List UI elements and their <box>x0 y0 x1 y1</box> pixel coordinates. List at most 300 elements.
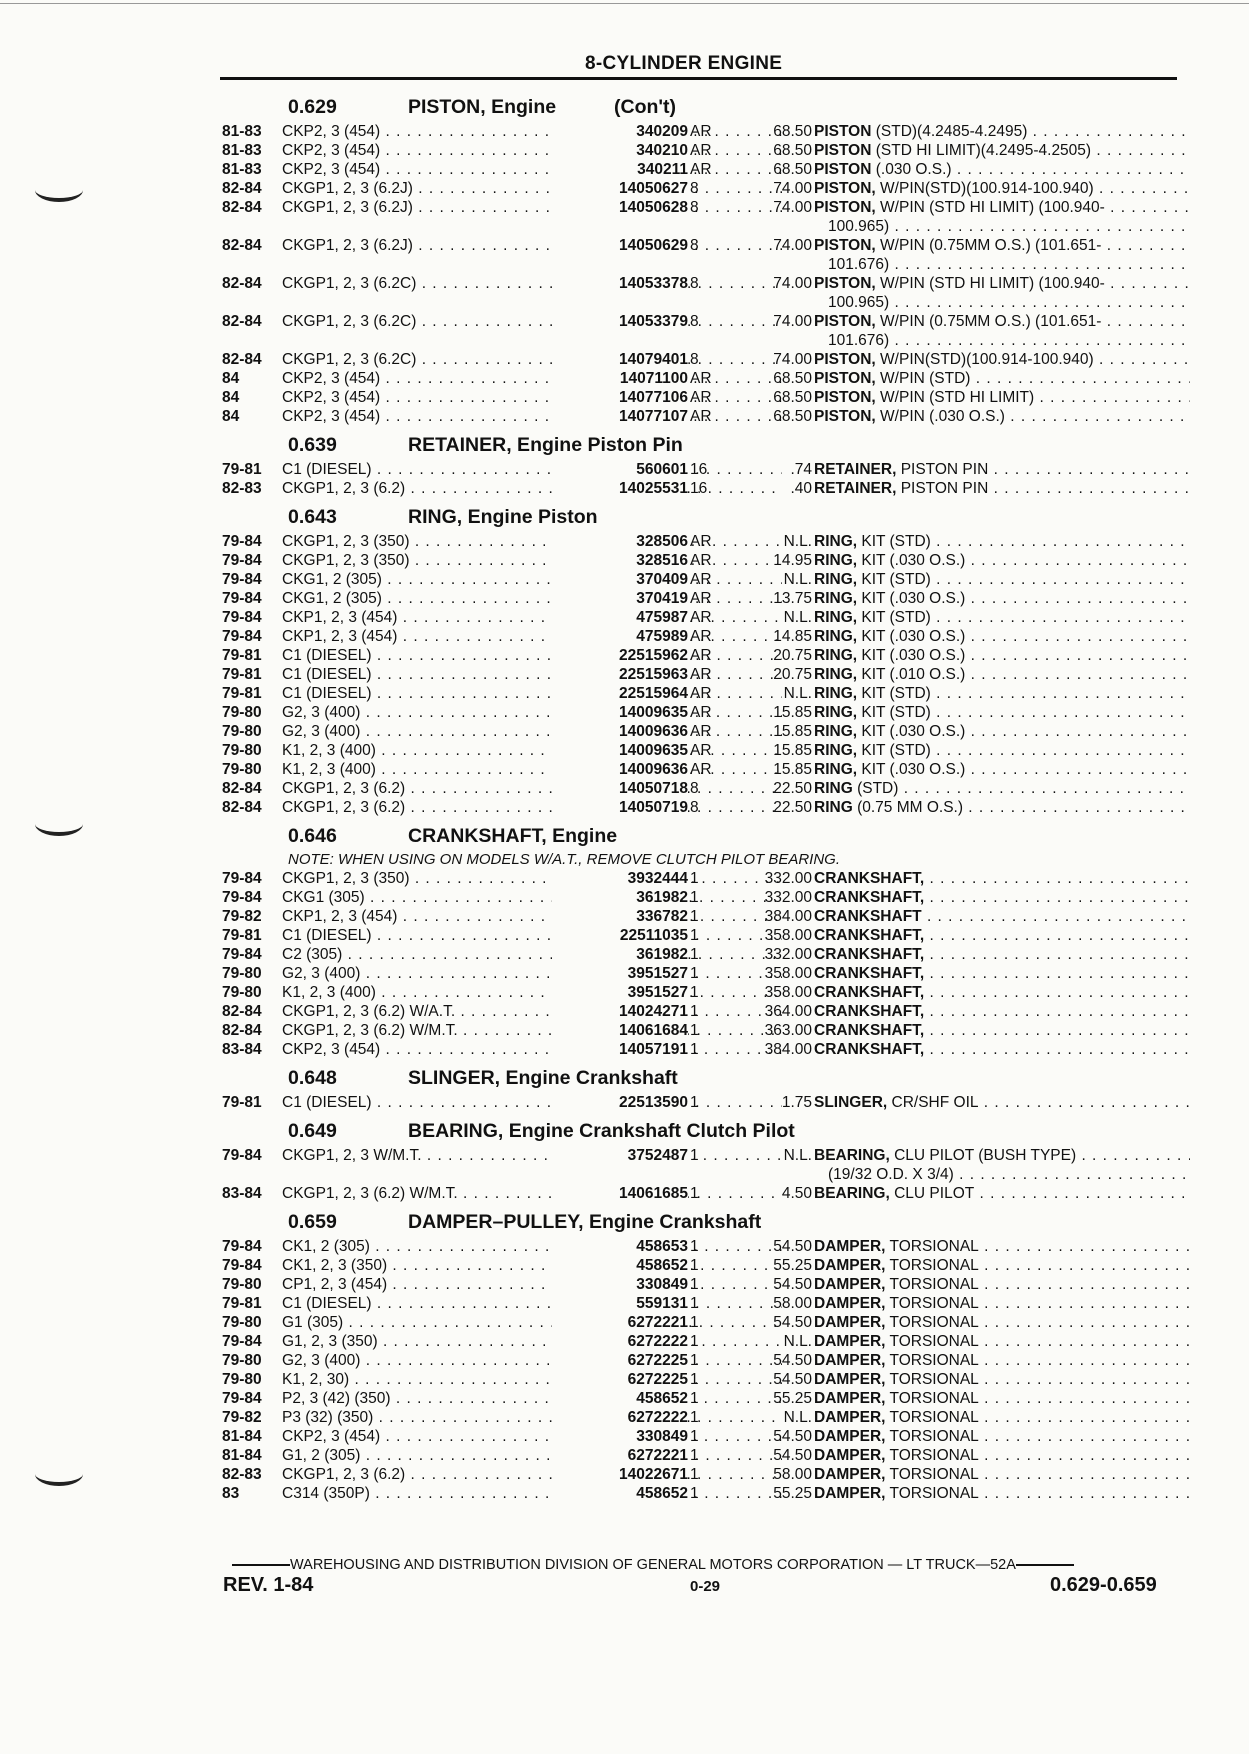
model-years: 84 <box>222 408 240 425</box>
part-description <box>814 551 1190 570</box>
model-applicability: CKGP1, 2, 3 (6.2C) . . . <box>282 312 782 331</box>
description-line <box>814 1184 1190 1203</box>
part-row <box>222 274 1182 312</box>
part-row <box>222 1370 1182 1389</box>
quantity: 1 <box>690 1295 699 1312</box>
part-name: PISTON, <box>814 237 876 254</box>
description-line <box>814 1427 1190 1446</box>
section-code: 0.629 <box>288 96 337 118</box>
part-row <box>222 122 1182 141</box>
model-years: 79-84 <box>222 1333 262 1350</box>
quantity: AR <box>690 533 712 550</box>
page-number: 0-29 <box>690 1578 721 1595</box>
part-name: RING, <box>814 590 858 607</box>
model-years: 79-81 <box>222 1094 262 1111</box>
part-description <box>814 964 1190 983</box>
part-detail: KIT (STD) <box>861 571 931 588</box>
part-name: RING, <box>814 571 858 588</box>
list-price: 74.00 <box>773 199 812 216</box>
part-row <box>222 1275 1182 1294</box>
part-name: RING, <box>814 533 858 550</box>
part-description <box>814 1294 1190 1313</box>
model-years: 79-81 <box>222 666 262 683</box>
model-applicability: CKG1, 2 (305) . . . <box>282 570 782 589</box>
description-line <box>814 665 1190 684</box>
part-name: RING, <box>814 761 858 778</box>
part-row <box>222 964 1182 983</box>
model-years: 79-81 <box>222 1295 262 1312</box>
section-title: CRANKSHAFT, Engine <box>408 825 618 847</box>
model-years: 82-83 <box>222 1466 262 1483</box>
model-applicability: C2 (305) . . . <box>282 945 782 964</box>
part-number: 370409 <box>552 570 688 589</box>
description-line <box>814 703 1190 722</box>
quantity: 1 <box>690 1041 699 1058</box>
part-row <box>222 312 1182 350</box>
part-name: DAMPER, <box>814 1409 886 1426</box>
part-row <box>222 1465 1182 1484</box>
part-number: 14009636 <box>552 722 688 741</box>
list-price: 55.25 <box>773 1390 812 1407</box>
part-number: 22515962 <box>552 646 688 665</box>
part-detail: W/PIN(STD)(100.914-100.940) <box>880 180 1094 197</box>
part-row <box>222 350 1182 369</box>
part-number: 458652 <box>552 1256 688 1275</box>
part-detail: (.030 O.S.) <box>875 161 952 178</box>
quantity: 1 <box>690 1409 699 1426</box>
part-description <box>814 983 1190 1002</box>
model-years: 82-84 <box>222 1022 262 1039</box>
section-heading <box>222 94 1182 122</box>
description-line <box>814 1146 1190 1165</box>
quantity: AR <box>690 571 712 588</box>
description-line <box>814 1370 1190 1389</box>
part-detail: TORSIONAL <box>889 1390 979 1407</box>
list-price: 332.00 <box>764 889 812 906</box>
parts-catalog-listing <box>222 94 1182 1509</box>
list-price: 363.00 <box>764 1022 812 1039</box>
model-years: 79-84 <box>222 533 262 550</box>
part-detail: TORSIONAL <box>889 1428 979 1445</box>
part-description <box>814 312 1190 350</box>
model-years: 79-84 <box>222 571 262 588</box>
model-years: 84 <box>222 370 240 387</box>
description-line <box>814 869 1190 888</box>
list-price: 58.00 <box>773 1295 812 1312</box>
part-name: CRANKSHAFT, <box>814 870 925 887</box>
quantity: 8 <box>690 199 699 216</box>
part-detail: (STD HI LIMIT)(4.2495-4.2505) <box>875 142 1092 159</box>
part-detail: TORSIONAL <box>889 1466 979 1483</box>
model-years: 79-84 <box>222 590 262 607</box>
quantity: AR <box>690 761 712 778</box>
list-price: 13.75 <box>773 590 812 607</box>
description-line <box>814 907 1190 926</box>
quantity: AR <box>690 723 712 740</box>
part-name: DAMPER, <box>814 1333 886 1350</box>
part-name: PISTON <box>814 142 872 159</box>
part-name: DAMPER, <box>814 1295 886 1312</box>
part-description <box>814 1146 1190 1184</box>
part-name: PISTON, <box>814 389 876 406</box>
part-description <box>814 703 1190 722</box>
model-years: 79-82 <box>222 1409 262 1426</box>
part-row <box>222 627 1182 646</box>
part-number: 3752487 <box>552 1146 688 1165</box>
part-row <box>222 551 1182 570</box>
part-name: BEARING, <box>814 1147 890 1164</box>
part-detail: TORSIONAL <box>889 1485 979 1502</box>
part-number: 14022671 <box>552 1465 688 1484</box>
binder-hole-mark <box>35 178 83 202</box>
model-applicability: CKGP1, 2, 3 (6.2) . . . <box>282 798 782 817</box>
list-price: 15.85 <box>773 704 812 721</box>
part-description <box>814 888 1190 907</box>
part-description <box>814 741 1190 760</box>
quantity: 8 <box>690 237 699 254</box>
part-name: RING, <box>814 723 858 740</box>
part-row <box>222 532 1182 551</box>
list-price: 14.95 <box>773 552 812 569</box>
description-line <box>814 479 1190 498</box>
part-row <box>222 1332 1182 1351</box>
quantity: AR <box>690 389 712 406</box>
part-name: DAMPER, <box>814 1257 886 1274</box>
part-number: 340211 <box>552 160 688 179</box>
quantity: 16 <box>690 461 708 478</box>
part-name: CRANKSHAFT, <box>814 1022 925 1039</box>
list-price: 15.85 <box>773 723 812 740</box>
part-row <box>222 1256 1182 1275</box>
part-description <box>814 532 1190 551</box>
part-detail: KIT (STD) <box>861 609 931 626</box>
section-heading <box>222 1209 1182 1237</box>
part-description <box>814 1465 1190 1484</box>
quantity: 8 <box>690 780 699 797</box>
list-price: 54.50 <box>773 1276 812 1293</box>
part-detail: KIT (STD) <box>861 685 931 702</box>
part-number: 14053379 <box>552 312 688 331</box>
model-years: 79-82 <box>222 908 262 925</box>
section-heading <box>222 1118 1182 1146</box>
part-number: 475989 <box>552 627 688 646</box>
description-line <box>814 1484 1190 1503</box>
model-applicability: K1, 2, 3 (400) . . . <box>282 741 782 760</box>
part-number: 14025531 <box>552 479 688 498</box>
model-years: 79-84 <box>222 946 262 963</box>
part-number: 14053378 <box>552 274 688 293</box>
list-price: 74.00 <box>773 275 812 292</box>
part-number: 6272221 <box>552 1313 688 1332</box>
quantity: 1 <box>690 1428 699 1445</box>
part-number: 14057191 <box>552 1040 688 1059</box>
quantity: AR <box>690 142 712 159</box>
list-price: N.L. <box>783 1333 812 1350</box>
model-applicability: C1 (DIESEL) . . . <box>282 665 782 684</box>
description-line <box>814 1237 1190 1256</box>
part-description <box>814 1256 1190 1275</box>
part-detail: TORSIONAL <box>889 1371 979 1388</box>
part-name: CRANKSHAFT, <box>814 984 925 1001</box>
list-price: 74.00 <box>773 351 812 368</box>
description-line <box>814 888 1190 907</box>
description-line <box>814 964 1190 983</box>
description-continuation: 101.676) . . . <box>814 255 1190 274</box>
quantity: 1 <box>690 1485 699 1502</box>
quantity: 1 <box>690 965 699 982</box>
part-name: DAMPER, <box>814 1466 886 1483</box>
section-title: SLINGER, Engine Crankshaft <box>408 1067 678 1089</box>
quantity: AR <box>690 742 712 759</box>
section-code: 0.639 <box>288 434 337 456</box>
part-name: CRANKSHAFT, <box>814 927 925 944</box>
section-heading <box>222 823 1182 851</box>
part-number: 330849 <box>552 1427 688 1446</box>
list-price: 74.00 <box>773 237 812 254</box>
model-applicability: CKP1, 2, 3 (454) . . . <box>282 907 782 926</box>
page-title: 8-CYLINDER ENGINE <box>585 53 783 74</box>
list-price: 384.00 <box>764 1041 812 1058</box>
quantity: 8 <box>690 180 699 197</box>
part-row <box>222 460 1182 479</box>
section-heading <box>222 504 1182 532</box>
model-applicability: K1, 2, 3 (400) . . . <box>282 983 782 1002</box>
model-years: 82-84 <box>222 275 262 292</box>
part-description <box>814 1275 1190 1294</box>
part-description <box>814 179 1190 198</box>
model-applicability: CP1, 2, 3 (454) . . . <box>282 1275 782 1294</box>
description-line <box>814 407 1190 426</box>
model-applicability: CKP2, 3 (454) . . . <box>282 407 782 426</box>
model-applicability: CKGP1, 2, 3 (6.2) . . . <box>282 1465 782 1484</box>
part-row <box>222 179 1182 198</box>
quantity: 1 <box>690 1094 699 1111</box>
part-name: PISTON, <box>814 275 876 292</box>
quantity: 1 <box>690 1257 699 1274</box>
part-detail: TORSIONAL <box>889 1409 979 1426</box>
part-description <box>814 1332 1190 1351</box>
model-years: 81-83 <box>222 142 262 159</box>
model-applicability: CKP1, 2, 3 (454) . . . <box>282 608 782 627</box>
model-years: 79-81 <box>222 685 262 702</box>
description-line <box>814 760 1190 779</box>
part-row <box>222 722 1182 741</box>
model-applicability: CKG1, 2 (305) . . . <box>282 589 782 608</box>
part-number: 22515963 <box>552 665 688 684</box>
model-years: 79-80 <box>222 1314 262 1331</box>
description-continuation: 100.965) . . . <box>814 293 1190 312</box>
model-years: 79-80 <box>222 761 262 778</box>
model-years: 79-80 <box>222 1371 262 1388</box>
list-price: 358.00 <box>764 984 812 1001</box>
description-continuation: 101.676) . . . <box>814 331 1190 350</box>
part-detail: W/PIN (STD HI LIMIT) (100.940- <box>880 275 1105 292</box>
part-name: DAMPER, <box>814 1371 886 1388</box>
model-applicability: CKGP1, 2, 3 (6.2) . . . <box>282 479 782 498</box>
description-line <box>814 945 1190 964</box>
list-price: 74.00 <box>773 180 812 197</box>
list-price: 58.00 <box>773 1466 812 1483</box>
model-years: 79-80 <box>222 1352 262 1369</box>
part-name: PISTON, <box>814 199 876 216</box>
description-line <box>814 1275 1190 1294</box>
part-number: 6272222 <box>552 1332 688 1351</box>
part-row <box>222 1313 1182 1332</box>
part-detail: KIT (STD) <box>861 533 931 550</box>
part-name: PISTON, <box>814 180 876 197</box>
list-price: N.L. <box>783 609 812 626</box>
model-years: 81-83 <box>222 123 262 140</box>
section-note: NOTE: WHEN USING ON MODELS W/A.T., REMOVE CLUTCH PILOT BEARING. <box>288 851 841 868</box>
model-applicability: CKGP1, 2, 3 (350) . . . <box>282 551 782 570</box>
quantity: 1 <box>690 1466 699 1483</box>
part-description <box>814 1484 1190 1503</box>
part-detail: KIT (.010 O.S.) <box>861 666 966 683</box>
model-applicability: CKGP1, 2, 3 (6.2J) . . . <box>282 198 782 217</box>
part-name: PISTON, <box>814 408 876 425</box>
model-applicability: C1 (DIESEL) . . . <box>282 1093 782 1112</box>
part-detail: (STD) <box>857 780 899 797</box>
part-description <box>814 945 1190 964</box>
list-price: N.L. <box>783 1409 812 1426</box>
part-description <box>814 1184 1190 1203</box>
description-line <box>814 983 1190 1002</box>
part-number: 14050627 <box>552 179 688 198</box>
description-line <box>814 608 1190 627</box>
part-description <box>814 1389 1190 1408</box>
part-row <box>222 1184 1182 1203</box>
part-description <box>814 1351 1190 1370</box>
binder-hole-mark <box>35 812 83 836</box>
part-detail: W/PIN (.030 O.S.) <box>880 408 1005 425</box>
part-row <box>222 198 1182 236</box>
part-row <box>222 608 1182 627</box>
part-detail: KIT (.030 O.S.) <box>861 590 966 607</box>
description-line <box>814 369 1190 388</box>
part-detail: KIT (.030 O.S.) <box>861 647 966 664</box>
part-row <box>222 1484 1182 1503</box>
part-detail: TORSIONAL <box>889 1333 979 1350</box>
model-years: 79-84 <box>222 552 262 569</box>
description-line <box>814 551 1190 570</box>
model-years: 82-84 <box>222 180 262 197</box>
description-line <box>814 741 1190 760</box>
description-line <box>814 350 1190 369</box>
quantity: 1 <box>690 870 699 887</box>
part-row <box>222 907 1182 926</box>
part-name: RING, <box>814 704 858 721</box>
description-line <box>814 1351 1190 1370</box>
part-number: 559131 <box>552 1294 688 1313</box>
part-row <box>222 1021 1182 1040</box>
part-description <box>814 198 1190 236</box>
model-years: 83 <box>222 1485 240 1502</box>
section-title: PISTON, Engine <box>408 96 557 118</box>
part-description <box>814 1040 1190 1059</box>
model-years: 81-84 <box>222 1428 262 1445</box>
part-detail: W/PIN (0.75MM O.S.) (101.651- <box>880 313 1102 330</box>
model-years: 79-80 <box>222 742 262 759</box>
description-line <box>814 722 1190 741</box>
part-row <box>222 1040 1182 1059</box>
part-number: 14061684 <box>552 1021 688 1040</box>
part-description <box>814 722 1190 741</box>
part-description <box>814 350 1190 369</box>
part-detail: TORSIONAL <box>889 1314 979 1331</box>
model-applicability: CKGP1, 2, 3 (6.2) . . . <box>282 779 782 798</box>
quantity: 8 <box>690 351 699 368</box>
list-price: N.L. <box>783 533 812 550</box>
part-number: 22511035 <box>552 926 688 945</box>
list-price: 55.25 <box>773 1257 812 1274</box>
quantity: AR <box>690 161 712 178</box>
part-detail: (0.75 MM O.S.) <box>857 799 963 816</box>
part-row <box>222 926 1182 945</box>
model-years: 79-84 <box>222 609 262 626</box>
section-heading <box>222 432 1182 460</box>
part-description <box>814 1093 1190 1112</box>
part-description <box>814 589 1190 608</box>
part-detail: TORSIONAL <box>889 1276 979 1293</box>
model-applicability: CKGP1, 2, 3 (350) . . . <box>282 532 782 551</box>
part-description <box>814 570 1190 589</box>
part-number: 458652 <box>552 1389 688 1408</box>
quantity: 1 <box>690 1314 699 1331</box>
list-price: 68.50 <box>773 142 812 159</box>
model-applicability: C1 (DIESEL) . . . <box>282 1294 782 1313</box>
quantity: AR <box>690 123 712 140</box>
part-row <box>222 945 1182 964</box>
list-price: 358.00 <box>764 927 812 944</box>
list-price: 55.25 <box>773 1485 812 1502</box>
list-price: 68.50 <box>773 123 812 140</box>
part-description <box>814 665 1190 684</box>
part-detail: W/PIN(STD)(100.914-100.940) <box>880 351 1094 368</box>
part-number: 458652 <box>552 1484 688 1503</box>
list-price: 68.50 <box>773 161 812 178</box>
model-applicability: K1, 2, 30) . . . <box>282 1370 782 1389</box>
part-row <box>222 684 1182 703</box>
model-years: 79-84 <box>222 1257 262 1274</box>
model-years: 79-81 <box>222 927 262 944</box>
section-code: 0.659 <box>288 1211 337 1233</box>
model-applicability: G2, 3 (400) . . . <box>282 964 782 983</box>
quantity: 1 <box>690 1147 699 1164</box>
part-detail: KIT (.030 O.S.) <box>861 761 966 778</box>
quantity: 1 <box>690 1447 699 1464</box>
description-line <box>814 1408 1190 1427</box>
description-line <box>814 198 1190 217</box>
model-applicability: CKGP1, 2, 3 (6.2) W/M.T. . . . <box>282 1021 782 1040</box>
part-row <box>222 646 1182 665</box>
model-applicability: CKGP1, 2, 3 (6.2C) . . . <box>282 350 782 369</box>
part-name: RING, <box>814 666 858 683</box>
part-detail: TORSIONAL <box>889 1352 979 1369</box>
list-price: 15.85 <box>773 761 812 778</box>
part-description <box>814 407 1190 426</box>
description-line <box>814 388 1190 407</box>
part-description <box>814 236 1190 274</box>
part-row <box>222 570 1182 589</box>
description-line <box>814 926 1190 945</box>
part-row <box>222 1427 1182 1446</box>
part-name: PISTON <box>814 123 872 140</box>
model-applicability: G2, 3 (400) . . . <box>282 1351 782 1370</box>
model-applicability: CKP1, 2, 3 (454) . . . <box>282 627 782 646</box>
list-price: 54.50 <box>773 1352 812 1369</box>
description-line <box>814 570 1190 589</box>
model-years: 79-84 <box>222 870 262 887</box>
